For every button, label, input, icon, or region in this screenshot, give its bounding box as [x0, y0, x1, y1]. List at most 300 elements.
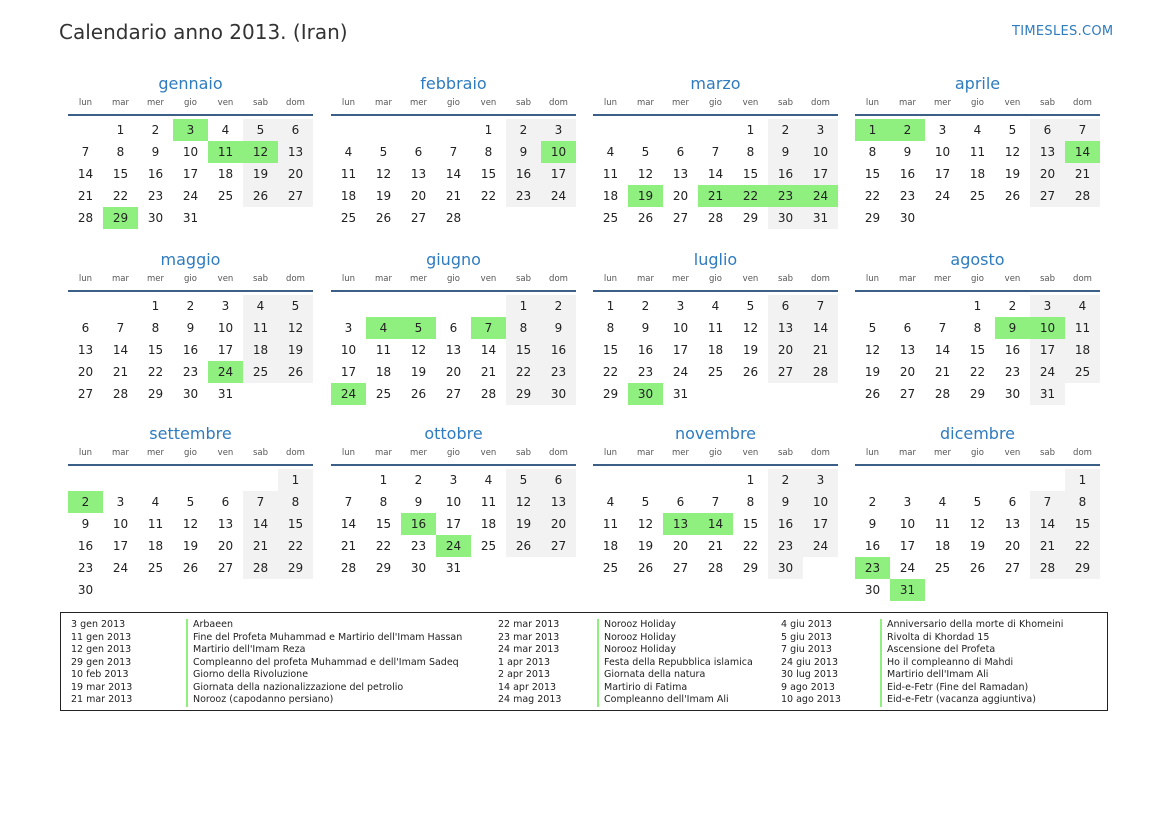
weekday-label: gio	[971, 98, 984, 108]
day-cell: 31	[182, 211, 199, 225]
day-cell: 29	[506, 383, 541, 405]
day-cell: 21	[77, 189, 94, 203]
day-cell: 30	[1004, 387, 1021, 401]
day-cell: 3	[1030, 295, 1065, 317]
day-cell: 31	[1030, 383, 1065, 405]
day-cell: 16	[768, 163, 803, 185]
weekday-header	[855, 98, 1100, 116]
day-cell: 19	[637, 539, 654, 553]
day-cell: 15	[1065, 513, 1100, 535]
day-cell: 21	[707, 539, 724, 553]
day-cell: 25	[934, 561, 951, 575]
day-grid	[68, 469, 313, 601]
day-cell: 2	[868, 495, 877, 509]
day-cell: 6	[221, 495, 230, 509]
day-cell: 19	[864, 365, 881, 379]
empty-cell	[995, 469, 1030, 491]
day-cell: 2	[768, 119, 803, 141]
day-cell: 6	[81, 321, 90, 335]
brand-link[interactable]: TIMESLES.COM	[1012, 24, 1114, 39]
month-marzo	[593, 74, 838, 229]
day-cell: 4	[344, 145, 353, 159]
day-cell: 4	[243, 295, 278, 317]
weekday-label: sab	[515, 98, 532, 108]
day-cell: 26	[182, 561, 199, 575]
day-cell: 26	[278, 361, 313, 383]
day-cell: 15	[602, 343, 619, 357]
holiday-day-cell: 24	[803, 185, 838, 207]
weekday-header	[593, 448, 838, 466]
day-cell: 17	[340, 365, 357, 379]
day-cell: 12	[506, 491, 541, 513]
legend-date: 23 mar 2013	[498, 631, 560, 643]
weekday-label: lun	[603, 274, 618, 284]
weekday-label: mar	[375, 98, 392, 108]
day-cell: 23	[1004, 365, 1021, 379]
weekday-label: mar	[112, 448, 129, 458]
holiday-day-cell: 19	[628, 185, 663, 207]
day-cell: 29	[375, 561, 392, 575]
day-cell: 10	[672, 321, 689, 335]
day-cell: 25	[147, 561, 164, 575]
day-cell: 11	[147, 517, 164, 531]
day-cell: 5	[641, 145, 650, 159]
legend-date: 24 mag 2013	[498, 694, 562, 705]
weekday-label: ven	[217, 448, 234, 458]
weekday-label: gio	[709, 98, 722, 108]
legend-holiday-name: Giornata della natura	[597, 669, 705, 682]
day-cell: 8	[606, 321, 615, 335]
month-title: febbraio	[420, 74, 487, 93]
weekday-label: gio	[709, 274, 722, 284]
day-cell: 30	[147, 211, 164, 225]
day-cell: 23	[77, 561, 94, 575]
day-cell: 13	[541, 491, 576, 513]
day-cell: 26	[637, 211, 654, 225]
weekday-label: dom	[549, 98, 568, 108]
weekday-label: mar	[112, 274, 129, 284]
weekday-label: lun	[78, 274, 93, 284]
month-title: aprile	[954, 74, 1001, 93]
weekday-label: mar	[637, 98, 654, 108]
day-cell: 14	[243, 513, 278, 535]
weekday-label: ven	[480, 448, 497, 458]
weekday-label: lun	[341, 448, 356, 458]
holiday-day-cell: 10	[541, 141, 576, 163]
weekday-label: mer	[409, 448, 427, 458]
day-cell: 30	[410, 561, 427, 575]
holiday-day-cell: 1	[855, 119, 890, 141]
day-cell: 12	[637, 517, 654, 531]
month-title: ottobre	[424, 424, 483, 443]
day-cell: 9	[768, 141, 803, 163]
day-cell: 25	[969, 189, 986, 203]
month-title: luglio	[693, 250, 738, 269]
day-cell: 21	[934, 365, 951, 379]
month-title: giugno	[426, 250, 481, 269]
empty-cell	[68, 119, 103, 141]
day-cell: 5	[379, 145, 388, 159]
day-cell: 6	[414, 145, 423, 159]
day-grid	[593, 469, 838, 579]
day-cell: 24	[934, 189, 951, 203]
day-cell: 22	[112, 189, 129, 203]
legend-holiday-name: Martirio dell'Imam Ali	[880, 669, 988, 682]
month-title: agosto	[950, 250, 1005, 269]
day-cell: 11	[340, 167, 357, 181]
month-novembre	[593, 424, 838, 579]
legend-holiday-name: Arbaeen	[186, 619, 233, 632]
day-cell: 28	[243, 557, 278, 579]
day-cell: 4	[1065, 295, 1100, 317]
weekday-header	[331, 274, 576, 292]
weekday-label: mar	[899, 274, 916, 284]
empty-cell	[138, 469, 173, 491]
month-settembre	[68, 424, 313, 601]
day-cell: 25	[375, 387, 392, 401]
day-cell: 5	[973, 495, 982, 509]
day-cell: 17	[1030, 339, 1065, 361]
day-cell: 12	[375, 167, 392, 181]
holiday-day-cell: 7	[471, 317, 506, 339]
day-cell: 23	[147, 189, 164, 203]
day-cell: 8	[746, 495, 755, 509]
day-cell: 28	[77, 211, 94, 225]
day-cell: 1	[973, 299, 982, 313]
day-cell: 16	[768, 513, 803, 535]
legend-date: 11 gen 2013	[71, 631, 132, 643]
day-cell: 1	[484, 123, 493, 137]
day-cell: 2	[768, 469, 803, 491]
day-cell: 24	[672, 365, 689, 379]
holiday-day-cell: 4	[366, 317, 401, 339]
day-cell: 11	[375, 343, 392, 357]
weekday-label: mar	[375, 448, 392, 458]
legend-holiday-name: Ho il compleanno di Mahdi	[880, 657, 1013, 670]
day-cell: 8	[484, 145, 493, 159]
day-cell: 3	[803, 469, 838, 491]
day-cell: 17	[182, 167, 199, 181]
holiday-day-cell: 30	[628, 383, 663, 405]
day-cell: 20	[77, 365, 94, 379]
day-cell: 27	[445, 387, 462, 401]
legend-date: 3 gen 2013	[71, 619, 126, 630]
day-cell: 13	[1004, 517, 1021, 531]
day-cell: 10	[112, 517, 129, 531]
weekday-label: sab	[777, 274, 794, 284]
day-grid	[331, 469, 576, 579]
legend-date: 5 giu 2013	[781, 631, 832, 643]
day-cell: 2	[506, 119, 541, 141]
month-dicembre	[855, 424, 1100, 601]
holiday-day-cell: 2	[68, 491, 103, 513]
day-cell: 17	[899, 539, 916, 553]
holiday-day-cell: 5	[401, 317, 436, 339]
empty-cell	[925, 469, 960, 491]
day-cell: 19	[969, 539, 986, 553]
legend-holiday-name: Festa della Repubblica islamica	[597, 657, 753, 670]
weekday-label: mar	[375, 274, 392, 284]
day-cell: 13	[217, 517, 234, 531]
day-cell: 6	[768, 295, 803, 317]
day-cell: 9	[186, 321, 195, 335]
day-cell: 27	[541, 535, 576, 557]
day-cell: 2	[541, 295, 576, 317]
day-cell: 17	[541, 163, 576, 185]
weekday-label: gio	[447, 448, 460, 458]
weekday-header	[593, 274, 838, 292]
day-cell: 19	[742, 343, 759, 357]
day-cell: 4	[484, 473, 493, 487]
weekday-label: gio	[971, 448, 984, 458]
day-cell: 8	[746, 145, 755, 159]
day-cell: 10	[182, 145, 199, 159]
weekday-label: dom	[811, 274, 830, 284]
day-cell: 12	[410, 343, 427, 357]
legend-date: 24 giu 2013	[781, 656, 838, 668]
weekday-label: lun	[865, 274, 880, 284]
weekday-header	[68, 274, 313, 292]
empty-cell	[103, 469, 138, 491]
weekday-header	[68, 98, 313, 116]
holiday-day-cell: 13	[663, 513, 698, 535]
holiday-day-cell: 23	[768, 185, 803, 207]
day-cell: 3	[903, 495, 912, 509]
day-cell: 5	[506, 469, 541, 491]
day-cell: 4	[606, 145, 615, 159]
day-cell: 5	[641, 495, 650, 509]
holiday-day-cell: 29	[103, 207, 138, 229]
weekday-label: ven	[1004, 98, 1021, 108]
day-cell: 20	[217, 539, 234, 553]
weekday-label: mar	[112, 98, 129, 108]
day-cell: 12	[742, 321, 759, 335]
day-cell: 29	[147, 387, 164, 401]
month-title: maggio	[160, 250, 221, 269]
day-cell: 11	[969, 145, 986, 159]
day-cell: 13	[1030, 141, 1065, 163]
month-febbraio	[331, 74, 576, 229]
weekday-label: dom	[286, 98, 305, 108]
weekday-label: sab	[1039, 274, 1056, 284]
day-cell: 16	[541, 339, 576, 361]
day-cell: 26	[742, 365, 759, 379]
day-cell: 25	[243, 361, 278, 383]
day-cell: 21	[1030, 535, 1065, 557]
day-cell: 8	[506, 317, 541, 339]
legend-date: 7 giu 2013	[781, 644, 832, 655]
weekday-label: gio	[447, 98, 460, 108]
day-cell: 8	[278, 491, 313, 513]
legend-date: 22 mar 2013	[498, 619, 560, 630]
weekday-label: dom	[811, 448, 830, 458]
weekday-label: ven	[480, 98, 497, 108]
day-cell: 12	[969, 517, 986, 531]
day-grid	[331, 295, 576, 405]
day-cell: 4	[221, 123, 230, 137]
day-cell: 31	[217, 387, 234, 401]
day-cell: 15	[375, 517, 392, 531]
day-cell: 27	[217, 561, 234, 575]
day-cell: 30	[899, 211, 916, 225]
day-cell: 7	[1065, 119, 1100, 141]
holiday-day-cell: 22	[733, 185, 768, 207]
day-cell: 21	[112, 365, 129, 379]
weekday-label: sab	[1039, 448, 1056, 458]
empty-cell	[401, 119, 436, 141]
weekday-label: ven	[217, 98, 234, 108]
day-cell: 13	[278, 141, 313, 163]
day-cell: 10	[803, 491, 838, 513]
day-cell: 6	[676, 145, 685, 159]
day-cell: 17	[112, 539, 129, 553]
day-cell: 20	[672, 189, 689, 203]
weekday-label: mer	[671, 274, 689, 284]
weekday-label: ven	[742, 448, 759, 458]
day-cell: 7	[449, 145, 458, 159]
day-cell: 18	[147, 539, 164, 553]
day-cell: 6	[449, 321, 458, 335]
weekday-label: sab	[252, 448, 269, 458]
day-cell: 22	[506, 361, 541, 383]
day-cell: 20	[672, 539, 689, 553]
day-cell: 29	[278, 557, 313, 579]
weekday-label: gio	[709, 448, 722, 458]
day-cell: 24	[1030, 361, 1065, 383]
day-cell: 16	[864, 539, 881, 553]
day-cell: 1	[379, 473, 388, 487]
day-cell: 8	[116, 145, 125, 159]
weekday-label: dom	[286, 448, 305, 458]
day-cell: 20	[1030, 163, 1065, 185]
weekday-label: lun	[865, 98, 880, 108]
day-cell: 5	[278, 295, 313, 317]
day-cell: 11	[1065, 317, 1100, 339]
day-cell: 24	[803, 535, 838, 557]
day-cell: 8	[379, 495, 388, 509]
day-cell: 11	[934, 517, 951, 531]
empty-cell	[890, 469, 925, 491]
weekday-label: mer	[933, 274, 951, 284]
day-cell: 13	[410, 167, 427, 181]
day-cell: 25	[480, 539, 497, 553]
day-cell: 19	[1004, 167, 1021, 181]
weekday-label: lun	[78, 98, 93, 108]
holiday-day-cell: 2	[890, 119, 925, 141]
month-agosto	[855, 250, 1100, 405]
empty-cell	[173, 469, 208, 491]
empty-cell	[471, 295, 506, 317]
holiday-day-cell: 14	[698, 513, 733, 535]
legend-holiday-name: Norooz (capodanno persiano)	[186, 694, 333, 707]
day-cell: 28	[480, 387, 497, 401]
day-cell: 6	[1008, 495, 1017, 509]
day-cell: 19	[410, 365, 427, 379]
month-title: settembre	[149, 424, 232, 443]
day-cell: 25	[707, 365, 724, 379]
day-cell: 15	[742, 167, 759, 181]
legend-holiday-name: Giornata della nazionalizzazione del petrolio	[186, 682, 403, 695]
holiday-day-cell: 3	[173, 119, 208, 141]
day-cell: 30	[182, 387, 199, 401]
day-cell: 15	[864, 167, 881, 181]
day-cell: 15	[969, 343, 986, 357]
day-cell: 24	[112, 561, 129, 575]
day-cell: 7	[803, 295, 838, 317]
day-cell: 20	[278, 163, 313, 185]
day-cell: 9	[151, 145, 160, 159]
weekday-label: sab	[252, 98, 269, 108]
day-cell: 1	[278, 469, 313, 491]
holiday-day-cell: 24	[436, 535, 471, 557]
day-cell: 9	[414, 495, 423, 509]
day-cell: 22	[742, 539, 759, 553]
legend-date: 24 mar 2013	[498, 644, 560, 655]
day-cell: 16	[182, 343, 199, 357]
day-cell: 31	[445, 561, 462, 575]
day-cell: 26	[243, 185, 278, 207]
legend-holiday-name: Ascensione del Profeta	[880, 644, 995, 657]
day-cell: 24	[899, 561, 916, 575]
legend-date: 21 mar 2013	[71, 694, 133, 705]
day-cell: 10	[340, 343, 357, 357]
weekday-label: mar	[637, 274, 654, 284]
empty-cell	[366, 295, 401, 317]
day-cell: 18	[480, 517, 497, 531]
day-cell: 21	[445, 189, 462, 203]
holiday-day-cell: 31	[890, 579, 925, 601]
day-cell: 16	[147, 167, 164, 181]
weekday-label: mer	[146, 98, 164, 108]
empty-cell	[401, 295, 436, 317]
month-title: dicembre	[939, 424, 1016, 443]
legend-holiday-name: Rivolta di Khordad 15	[880, 632, 989, 645]
day-cell: 14	[112, 343, 129, 357]
weekday-header	[593, 98, 838, 116]
day-cell: 1	[746, 473, 755, 487]
day-cell: 26	[969, 561, 986, 575]
empty-cell	[1030, 469, 1065, 491]
empty-cell	[855, 469, 890, 491]
day-cell: 26	[410, 387, 427, 401]
day-grid	[855, 469, 1100, 601]
day-cell: 27	[672, 211, 689, 225]
day-cell: 1	[606, 299, 615, 313]
day-cell: 2	[151, 123, 160, 137]
weekday-label: ven	[742, 98, 759, 108]
day-cell: 3	[938, 123, 947, 137]
day-cell: 4	[151, 495, 160, 509]
day-cell: 13	[445, 343, 462, 357]
holiday-day-cell: 23	[855, 557, 890, 579]
day-cell: 21	[243, 535, 278, 557]
day-cell: 22	[278, 535, 313, 557]
empty-cell	[663, 469, 698, 491]
day-cell: 9	[903, 145, 912, 159]
empty-cell	[331, 295, 366, 317]
day-cell: 7	[938, 321, 947, 335]
day-cell: 30	[541, 383, 576, 405]
legend-date: 4 giu 2013	[781, 619, 832, 630]
legend-holiday-name: Giorno della Rivoluzione	[186, 669, 308, 682]
day-cell: 9	[768, 491, 803, 513]
month-title: gennaio	[158, 74, 223, 93]
weekday-label: mer	[671, 98, 689, 108]
weekday-label: mar	[637, 448, 654, 458]
day-cell: 22	[969, 365, 986, 379]
day-cell: 14	[77, 167, 94, 181]
day-cell: 31	[672, 387, 689, 401]
